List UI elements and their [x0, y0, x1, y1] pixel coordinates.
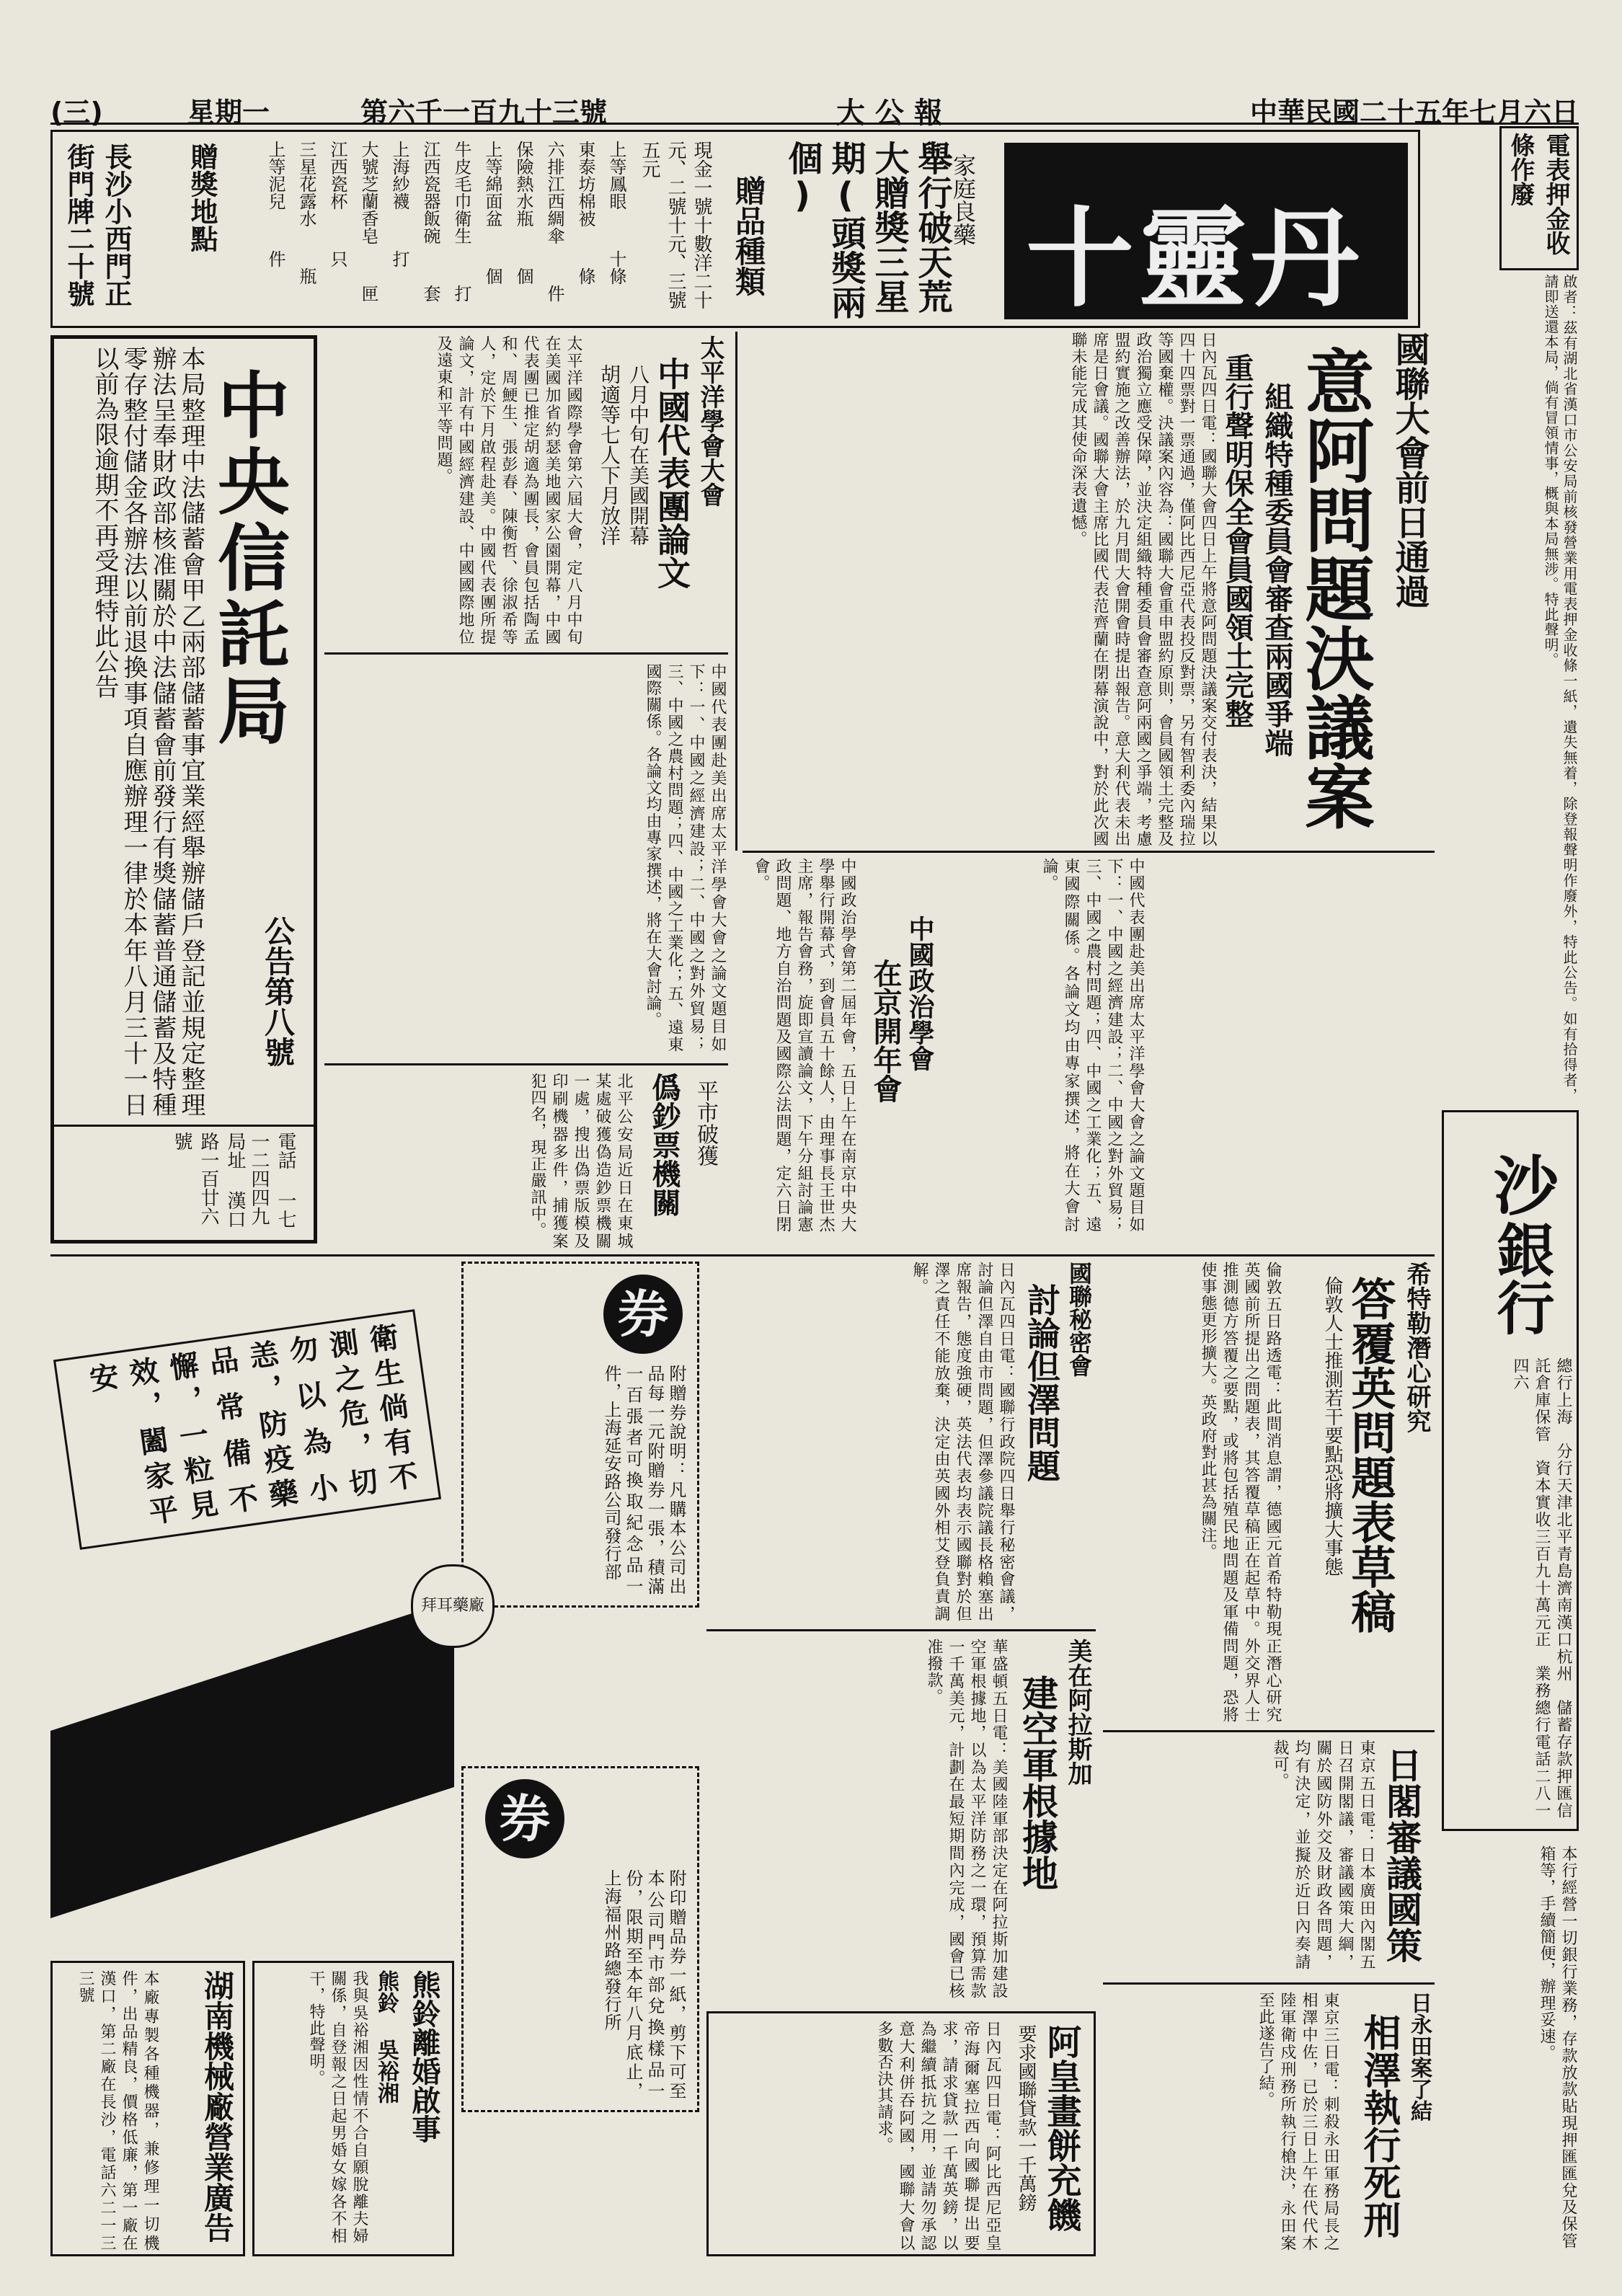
masthead-paper-name: 大 公 報: [836, 97, 943, 130]
tonic-prize-list: [233, 141, 629, 321]
japan-cabinet-block: [1103, 1730, 1435, 1977]
ipr-byline: 胡適等七人下月放洋: [598, 364, 621, 546]
prize-item: 上等綿面盆 個: [482, 141, 502, 285]
aizawa-block: [1103, 1982, 1435, 2259]
hunan-factory-ad: [50, 1961, 245, 2256]
china-politics-subtitle: 在京開年會: [869, 959, 902, 1103]
hunan-factory-title: 湖南機械廠營業廣告: [200, 1970, 235, 2243]
coupon-badge-1: 券: [603, 1275, 683, 1354]
hitler-body: 倫敦五日路透電：此間消息謂，德國元首希特勒現正潛心研究英國前所提出之問題表，其答覆草稿正在起草中。外交界人士推測德方答覆之要點，或將包括殖民地問題及軍備問題，恐將使事態更形擴大。英政府對此甚為關注。: [1199, 1262, 1282, 1723]
bank-ad-body: 本行經營一切銀行業務，存款放款貼現押匯匯兌及保管箱等，手續簡便，辦理妥速。: [1538, 1845, 1577, 2249]
prize-item: 三星花露水 瓶: [296, 141, 316, 285]
prize-item: 江西瓷器飯碗 套: [420, 141, 440, 302]
coupon-ad-1: [461, 1262, 699, 1608]
main-headline-title: 意阿問題決議案: [1294, 346, 1375, 830]
aizawa-body: 東京三日電：刺殺永田軍務局長之相澤中佐，已於三日上午在代代木陸軍衛戍刑務所執行槍決，永田案至此遂告了結。: [1257, 1992, 1339, 2251]
ipr-body: 太平洋國際學會第六屆大會，定八月中旬在美國加省約瑟美地國家公園開幕，中國代表團已推定胡適為團長，會員包括陶孟和、周鯁生、張彭春、陳衡哲、徐淑希等人，定於下月啟程赴美。中國代表團所提論文，計有中國經濟建設、中國國際地位及遠東和平等問題。: [435, 335, 582, 645]
league-secret-block: [706, 1262, 1096, 1622]
central-trust-name: 中央信託局: [205, 368, 290, 750]
bank-name: 銀行: [1487, 1220, 1554, 1336]
central-trust-body: 本局整理中法儲蓄會甲乙兩部儲蓄事宜業經舉辦儲戶登記並規定整理辦法呈奉財政部核准關於中法儲蓄會前發行有獎儲蓄普通儲蓄及特種零存整付儲金各辦法以前退換事項自應辦理一律於本年八月三十一日以前為限逾期不再受理特此公告: [90, 346, 205, 1117]
hitler-title: 答覆英問題表草稿: [1344, 1276, 1396, 1634]
tonic-prize-place-label: 贈獎地點: [186, 143, 218, 252]
central-trust-address: 局址 漢口路一百廿六號: [171, 1132, 246, 1228]
china-politics-body: 中國政治學會第二屆年會，五日上午在南京中央大學舉行開幕式，到會員五十餘人，由理事長王世杰主席，報告會務，旋即宣讀論文，下午分組討論憲政問題、地方自治問題及國際公法問題，定六日閉會。: [752, 858, 856, 1233]
masthead-page-no: (三): [50, 97, 103, 128]
aizawa-title: 相澤執行死刑: [1357, 2013, 1400, 2238]
fake-notes-block: [324, 1063, 728, 1253]
bank-ad: [1442, 1110, 1579, 1831]
masthead-weekday: 星期一: [187, 97, 270, 128]
prize-item: 牛皮毛巾衛生 打: [451, 141, 471, 302]
tonic-gift-title: 贈品種類: [731, 175, 766, 296]
prize-item: 上海紗襪 打: [389, 141, 409, 267]
masthead: [50, 90, 1579, 130]
divorce-body: 我與吳裕湘因性情不合自願脫離夫婦關係，自登報之日起男婚女嫁各不相干，特此聲明。: [307, 1970, 368, 2244]
fake-notes-body: 北平公安局近日在東城某處破獲偽造鈔票機關一處，搜出偽票版模及印刷機器多件，捕獲案犯四名，現正嚴訊中。: [528, 1073, 633, 1249]
ipr-kicker: 太平洋學會大會: [696, 335, 724, 507]
us-aviation-kicker: 美在阿拉斯加: [1063, 1639, 1092, 1786]
coupon-body-1: 附贈券說明：凡購本公司出品每一元附贈券一張，積滿一百張者可換取紀念品一件，上海延安路公司發行部: [601, 1365, 686, 1595]
prize-item: 保險熱水瓶 個: [513, 141, 533, 285]
coupon-body-2: 附印贈品券一紙，剪下可至本公司門市部兌換樣品一份，限期至本年八月底止，上海福州路總發行所: [601, 1869, 686, 2100]
electric-meter-notice-title: 電表押金收條作廢: [1506, 133, 1570, 255]
fake-notes-subtitle: 平市破獲: [693, 1080, 718, 1166]
china-politics-side-body: 中國代表團赴美出席太平洋學會大會之論文題目如下：一、中國之經濟建設；二、中國之對外貿易；三、中國之農村問題；四、中國之工業化；五、遠東國際關係。各論文均由專家撰述，將在大會討論。: [1040, 858, 1145, 1233]
medicine-tagline-panel: [53, 1309, 441, 1550]
medicine-ad: [50, 1262, 484, 1946]
abyssinia-block: [706, 2011, 1096, 2256]
tonic-campaign: 舉行破天荒大贈獎三星期(頭獎兩個): [782, 141, 952, 319]
central-trust-notice: [50, 335, 317, 1244]
main-headline-deck2: 重行聲明保全會員國領土完整: [1220, 353, 1254, 728]
main-headline-deck1: 組織特種委員會審查兩國爭端: [1260, 382, 1293, 757]
electric-meter-notice-body: 啟者：茲有湖北省漢口市公安局前核發營業用電表押金收條一紙，遺失無着，除登報聲明作廢外，特此公告。如有拾得者，請即送還本局，倘有冒領情事，概與本局無涉。特此聲明。: [1542, 274, 1578, 1103]
tonic-label: 家庭良藥: [949, 154, 977, 246]
japan-cabinet-title: 日閣審議國策: [1381, 1747, 1422, 1963]
prize-item: 東泰坊棉被 條: [575, 141, 595, 285]
ipr-title: 中國代表團論文: [652, 357, 691, 589]
league-secret-kicker: 國聯秘密會: [1065, 1262, 1093, 1377]
abyssinia-subtitle: 要求國聯貸款一千萬鎊: [1015, 2024, 1037, 2212]
prize-item: 上等鳳眼 十條: [606, 141, 626, 285]
medicine-brand: 靈特藥: [71, 1650, 438, 1856]
abyssinia-title: 阿皇畫餅充饑: [1041, 2024, 1081, 2232]
central-trust-phone: 電話 一七一二四四九: [248, 1132, 296, 1228]
medicine-stamp: 拜耳藥廠: [411, 1564, 495, 1648]
japan-cabinet-body: 東京五日電：日本廣田內閣五日召開閣議，審議國策大綱，關於國防外交及財政各問題，均有決定，並擬於近日內奏請裁可。: [1271, 1739, 1375, 1970]
league-secret-body: 日內瓦四日電：國聯行政院四日舉行秘密會議，討論但澤自由市問題，但澤參議院議長格賴塞出席報告，態度強硬，英法代表均表示國聯對於但澤之責任不能放棄，決定由英國外相艾登負責調解。: [910, 1262, 1015, 1622]
us-aviation-block: [706, 1629, 1096, 2006]
hitler-kicker: 希特勒潛心研究: [1402, 1262, 1431, 1433]
prize-item: 上等泥兒 件: [265, 141, 285, 267]
prize-item: 六排江西綢傘 件: [544, 141, 564, 302]
main-headline-block: [743, 332, 1435, 853]
league-secret-title: 討論但澤問題: [1022, 1283, 1061, 1482]
us-aviation-body: 華盛頓五日電：美國陸軍部決定在阿拉斯加建設空軍根據地，以為太平洋防務之一環，預算需款一千萬美元，計劃在最短期間內完成，國會已核准撥款。: [925, 1639, 1008, 1999]
main-headline-body: 日內瓦四日電：國聯大會四日上午將意阿問題決議案交付表決，結果以四十四票對一票通過，僅阿比西尼亞代表投反對票，另有智利委內瑞拉等國棄權。決議案內容為：國聯大會重申盟約原則，會員國領土完整及政治獨立應受保障，並決定組織特種委員會審查意阿兩國之爭端，考慮盟約實施之改善辦法，於九月間大會開會時提出報告。意大利代表未出席是日會議。國聯大會主席比國代表范齊蘭在閉幕演說中，對於此次國聯未能完成其使命深表遺憾。: [1069, 332, 1217, 847]
divorce-title: 熊鈴離婚啟事: [407, 1970, 440, 2143]
divorce-notice: [252, 1961, 454, 2256]
divorce-names: 熊鈴 吳裕湘: [373, 1970, 399, 2104]
main-headline-kicker: 國聯大會前日通過: [1389, 332, 1430, 608]
central-trust-subtitle: 公告第八號: [260, 916, 296, 1067]
prize-item: 大號芝蘭香皂 匣: [358, 141, 378, 302]
masthead-issue-no: 第六千一百九十三號: [360, 97, 608, 128]
bank-name-big: 沙: [1494, 1149, 1559, 1225]
hitler-block: [1103, 1262, 1435, 1723]
china-politics-title: 中國政治學會: [905, 916, 934, 1071]
prize-item: 江西瓷杯 只: [327, 141, 347, 267]
tonic-cash-prizes: 現金一號十數洋二十元、二號十元、三號五元: [639, 141, 712, 309]
ipr-divider: [324, 652, 728, 655]
abyssinia-body: 日內瓦四日電：阿比西尼亞皇帝海爾塞拉西向國聯提出要求，請求貸款一千萬英鎊，以為繼續抵抗之用，並請勿承認意大利併吞阿國，國聯大會以多數否決其請求。: [875, 2021, 1001, 2251]
masthead-date: 中華民國二十五年七月六日: [1249, 97, 1579, 128]
fake-notes-title: 僞鈔票機關: [647, 1073, 681, 1217]
bank-body: 總行上海 分行天津北平青島濟南漢口杭州 儲蓄存款押匯信託倉庫保管 資本實收三百九十萬元正 業務總行電話二八一四六: [1511, 1357, 1572, 1819]
medicine-tagline: 衛生倘有不測之危，切勿以為小恙，防疫藥品常備不懈，一粒見效，闔家平安: [83, 1321, 420, 1528]
coupon-ad-2: [461, 1766, 699, 2112]
aizawa-kicker: 日永田案了結: [1406, 1992, 1432, 2122]
coupon-badge-2: 券: [485, 1779, 564, 1858]
column-rule: [735, 332, 737, 851]
hitler-deck: 倫敦人士推測若干要點恐將擴大事態: [1321, 1276, 1343, 1576]
page-divider: [50, 1254, 1435, 1256]
center-col-body: 中國代表團赴美出席太平洋學會大會之論文題目如下：一、中國之經濟建設；二、中國之對外貿易；三、中國之農村問題；四、中國之工業化；五、遠東國際關係。各論文均由專家撰述，將在大會討論。: [644, 663, 727, 1052]
ipr-subtitle: 八月中旬在美國開幕: [626, 364, 650, 546]
tonic-brand-panel: [1004, 143, 1408, 322]
tonic-ad: [50, 130, 1420, 328]
china-politics-block: [743, 858, 1146, 1233]
ipr-block: [324, 335, 728, 1056]
tonic-brand: 十靈丹: [1026, 197, 1364, 322]
tonic-prize-place: 長沙小西門正街門牌二十號: [63, 143, 132, 307]
us-aviation-title: 建空軍根據地: [1016, 1675, 1058, 1891]
central-trust-divider: [54, 1125, 314, 1127]
electric-meter-notice: [1499, 126, 1579, 270]
hunan-factory-body: 本廠專製各種機器，兼修理一切機件，出品精良，價格低廉，第一廠在漢口，第二廠在長沙，電話六二一三三號: [76, 1970, 159, 2251]
